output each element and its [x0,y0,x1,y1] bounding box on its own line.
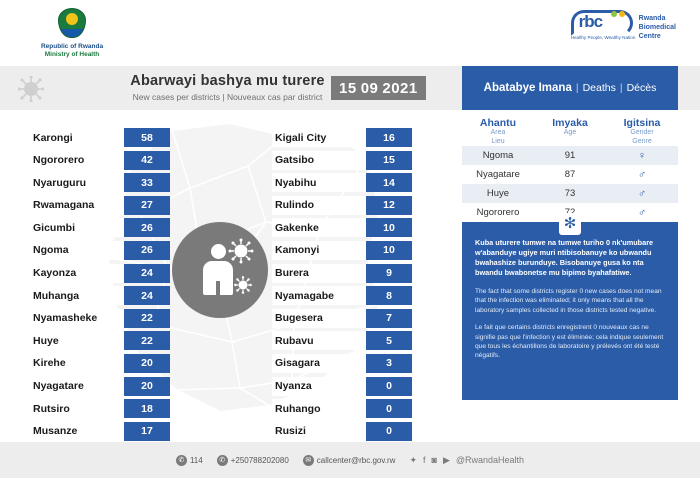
note-text-fr: Le fait que certains districts enregistrent 0 nouveaux cas ne signifie pas que l'infection y est éliminée; cela indique seulement que tous les échantillons de laboratoire y prélevés ont été testé négatifs. [475,324,664,360]
note-box [462,215,678,400]
district-row [30,354,170,373]
deaths-column-title: Igitsina [623,117,661,129]
asterisk-icon: ✻ [559,213,581,235]
district-row [30,241,170,260]
deaths-table [462,113,678,222]
district-row [30,151,170,170]
envelope-icon: ✉ [303,455,314,466]
district-name: Rusizi [272,422,366,441]
footer-phone-short-label: 114 [189,455,203,465]
district-row [272,331,412,350]
date-year: 2021 [382,79,418,97]
deaths-column-sub1: Age [563,129,577,136]
deaths-column-header [606,117,678,146]
district-case-count: 17 [124,422,170,441]
deaths-table-row [462,184,678,203]
district-row [272,218,412,237]
district-row [272,399,412,418]
district-row [30,399,170,418]
death-gender-icon: ♂ [637,206,647,219]
district-case-count: 42 [124,151,170,170]
district-name: Nyaruguru [30,173,124,192]
footer-social[interactable] [409,455,524,466]
district-case-count: 24 [124,264,170,283]
deaths-title-en: Deaths [582,82,616,94]
deaths-table-row [462,146,678,165]
district-row [272,151,412,170]
government-logo [22,8,122,59]
district-name: Huye [30,331,124,350]
deaths-column-sub1: Area [490,129,506,136]
footer-email-label: callcenter@rbc.gov.rw [316,455,396,465]
district-row [30,218,170,237]
district-row [272,128,412,147]
district-case-count: 15 [366,151,412,170]
district-case-count: 33 [124,173,170,192]
death-age: 91 [564,150,576,161]
district-row [30,264,170,283]
district-name: Nyagatare [30,377,124,396]
district-name: Karongi [30,128,124,147]
note-text-en: The fact that some districts register 0 new cases does not mean that the infection was eliminated; it only means that all the laboratory samples collected in those districts tested negative. [475,288,662,314]
district-name: Gisagara [272,354,366,373]
death-area: Ngororero [476,207,520,218]
district-name: Rulindo [272,196,366,215]
district-name: Nyabihu [272,173,366,192]
death-area: Huye [486,188,510,199]
district-case-count: 26 [124,218,170,237]
district-case-count: 14 [366,173,412,192]
district-row [272,377,412,396]
death-gender-icon: ♂ [637,168,647,181]
district-name: Rutsiro [30,399,124,418]
instagram-icon[interactable]: ◙ [431,455,437,465]
district-name: Gicumbi [30,218,124,237]
phone-icon: ✆ [217,455,228,466]
district-row [272,309,412,328]
district-case-count: 20 [124,377,170,396]
district-case-count: 3 [366,354,412,373]
district-case-count: 26 [124,241,170,260]
district-case-count: 5 [366,331,412,350]
footer-phone-long-label: +250788202080 [230,455,289,465]
coronavirus-icon [228,238,254,264]
rbc-wordmark: rbc [578,12,603,31]
rbc-logo [571,10,676,44]
death-area: Nyagatare [476,169,520,180]
district-name: Gatsibo [272,151,366,170]
district-case-count: 16 [366,128,412,147]
deaths-column-sub2: Lieu [491,137,505,145]
district-case-count: 18 [124,399,170,418]
deaths-title-sep-2: | [619,82,623,94]
district-case-count: 0 [366,422,412,441]
footer-email[interactable] [303,455,396,466]
rbc-name-line-3: Centre [638,32,661,40]
district-row [30,331,170,350]
footer-social-handle: @RwandaHealth [455,455,525,465]
district-name: Musanze [30,422,124,441]
rbc-name-line-2: Biomedical [638,23,676,31]
header [0,0,700,66]
district-name: Ngoma [30,241,124,260]
district-name: Rubavu [272,331,366,350]
rbc-dot-green-icon [611,11,617,17]
district-name: Ngororero [30,151,124,170]
district-case-count: 22 [124,309,170,328]
district-list-left [30,128,170,444]
deaths-table-row [462,165,678,184]
rwanda-coat-of-arms-icon [55,8,89,42]
district-case-count: 0 [366,399,412,418]
district-name: Nyamagabe [272,286,366,305]
district-row [30,377,170,396]
report-date [331,76,426,100]
district-name: Gakenke [272,218,366,237]
rbc-tagline: Healthy People, Wealthy Nation [570,35,636,40]
death-gender-icon: ♂ [637,187,647,200]
district-case-count: 7 [366,309,412,328]
district-name: Kirehe [30,354,124,373]
footer-phone-long[interactable] [217,455,289,466]
rbc-name-line-1: Rwanda [638,14,666,22]
phone-icon: ✆ [176,455,187,466]
coronavirus-icon [234,276,252,294]
district-case-count: 12 [366,196,412,215]
district-row [272,354,412,373]
youtube-icon[interactable]: ▶ [442,454,450,465]
deaths-panel-header [462,66,678,110]
district-row [30,173,170,192]
deaths-table-body [462,146,678,222]
government-logo-text [22,43,122,59]
district-row [30,422,170,441]
district-case-count: 22 [124,331,170,350]
death-area: Ngoma [482,150,514,161]
deaths-column-sub2: Genre [632,137,652,145]
page-title: Abarwayi bashya mu turere [130,73,325,89]
page-subtitle: New cases per districts | Nouveaux cas par district [132,92,323,102]
district-row [30,286,170,305]
death-gender-icon: ♀ [637,149,647,162]
district-row [272,196,412,215]
district-case-count: 20 [124,354,170,373]
deaths-column-sub1: Gender [630,129,654,136]
district-case-count: 0 [366,377,412,396]
district-name: Ruhango [272,399,366,418]
district-case-count: 27 [124,196,170,215]
deaths-column-title: Ahantu [479,117,517,129]
date-month: 09 [360,79,379,97]
deaths-title-sep-1: | [575,82,579,94]
rbc-name [639,14,676,41]
district-case-count: 58 [124,128,170,147]
district-name: Rwamagana [30,196,124,215]
note-text-rw: Kuba uturere tumwe na tumwe turiho 0 nk'umubare w'abanduye ugiye muri ntibisobanuye ko ubwandu bwahashize burunduye. Bisobanuye gusa ko nta bwandu bwabonetse mu bipimo byahafatiwe. [475,238,654,277]
deaths-table-header [462,113,678,146]
death-age: 73 [564,188,576,199]
deaths-column-header [534,117,606,146]
district-name: Nyanza [272,377,366,396]
date-day: 15 [339,79,357,97]
district-case-count: 10 [366,241,412,260]
deaths-title-rw: Abatabye Imana [483,82,572,94]
district-row [272,241,412,260]
footer-phone-short[interactable] [176,455,203,466]
district-name: Kamonyi [272,241,366,260]
district-row [272,173,412,192]
district-case-count: 8 [366,286,412,305]
district-name: Muhanga [30,286,124,305]
district-row [272,422,412,441]
footer [0,442,700,478]
district-row [30,196,170,215]
district-name: Nyamasheke [30,309,124,328]
district-name: Bugesera [272,309,366,328]
deaths-title-fr: Décès [626,82,657,94]
facebook-icon[interactable]: f [422,455,426,465]
district-name: Kigali City [272,128,366,147]
district-case-count: 10 [366,218,412,237]
deaths-column-header [462,117,534,146]
gov-line-1: Republic of Rwanda [40,43,104,50]
gov-line-2: Ministry of Health [44,51,100,58]
district-list-right [272,128,412,444]
twitter-icon[interactable]: ✦ [409,454,417,465]
district-row [30,128,170,147]
district-case-count: 9 [366,264,412,283]
district-case-count: 24 [124,286,170,305]
rbc-logo-mark [570,10,636,44]
district-name: Kayonza [30,264,124,283]
rbc-dot-yellow-icon [619,11,625,17]
death-age: 87 [564,169,576,180]
deaths-column-title: Imyaka [552,117,588,129]
district-row [272,264,412,283]
district-name: Burera [272,264,366,283]
district-row [272,286,412,305]
patient-illustration [172,222,268,318]
district-row [30,309,170,328]
